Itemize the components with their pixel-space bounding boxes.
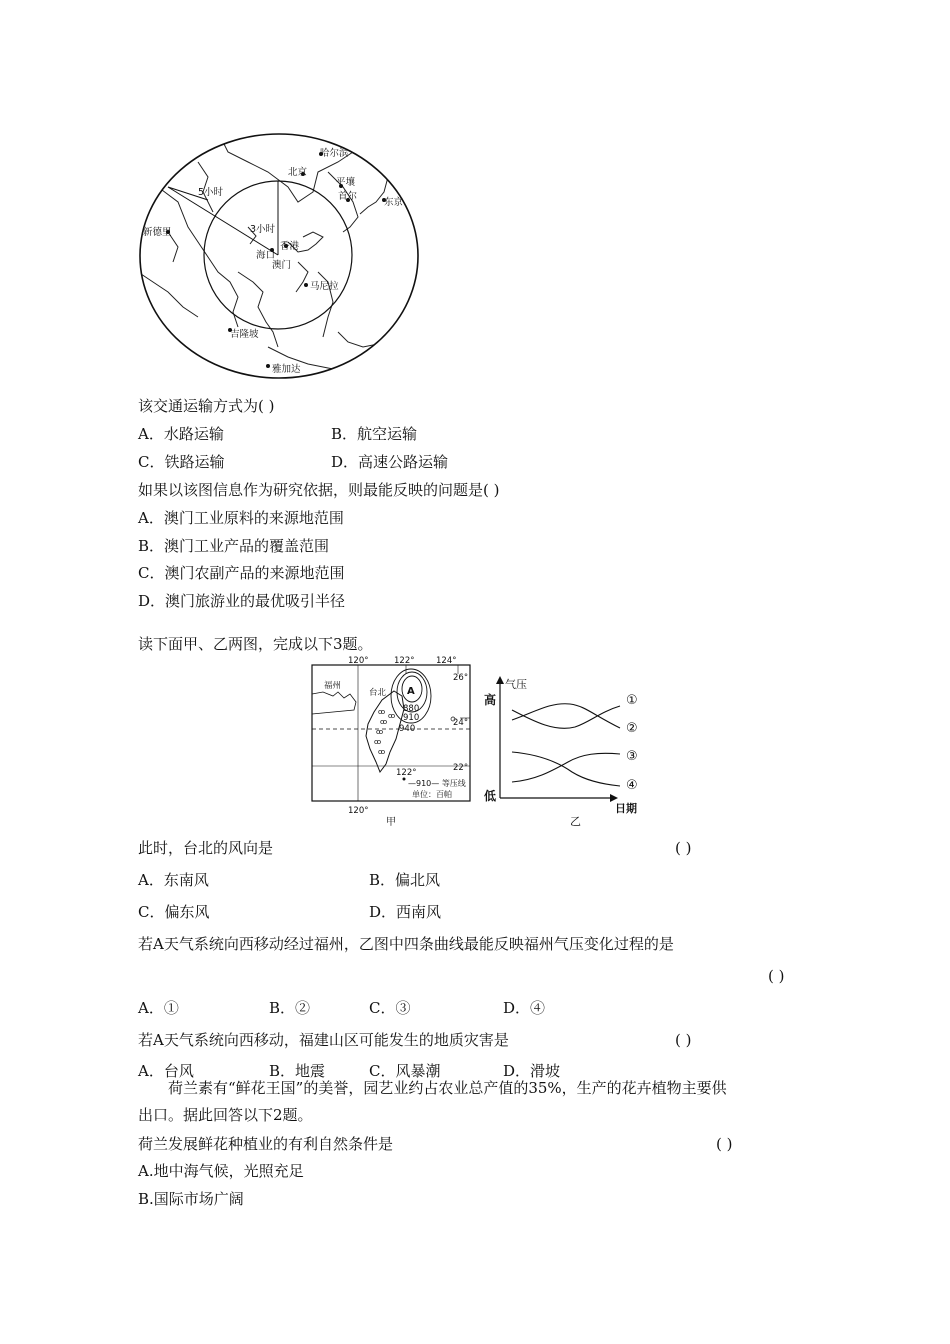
q2-stem: 如果以该图信息作为研究依据，则最能反映的问题是( ) <box>138 481 500 499</box>
q5-option-b: B．地震 <box>269 1062 326 1080</box>
label-harbin: 哈尔滨 <box>320 148 349 159</box>
q4-option-c: C．③ <box>369 999 411 1017</box>
label-haikou: 海口 <box>256 250 276 261</box>
q4-stem: 若A天气系统向西移动经过福州，乙图中四条曲线最能反映福州气压变化过程的是 <box>138 935 674 953</box>
label-new-delhi: 新德里 <box>143 227 172 238</box>
label-seoul: 首尔 <box>338 191 358 202</box>
q1-stem: 该交通运输方式为( ) <box>138 397 275 415</box>
q4-option-a: A．① <box>138 999 179 1017</box>
q5-bracket: ( ) <box>675 1031 692 1049</box>
svg-text:ꝏ: ꝏ <box>388 712 396 720</box>
figure-yi-pressure-chart <box>480 672 650 828</box>
asia-air-transport-map <box>138 132 420 380</box>
svg-text:ꝏ: ꝏ <box>378 708 386 716</box>
jia-legend-unit: 单位：百帕 <box>412 790 452 799</box>
label-macau: 澳门 <box>272 260 292 271</box>
q5-option-a: A．台风 <box>138 1062 194 1080</box>
q4-option-d: D．④ <box>503 999 546 1017</box>
q6-option-b: B.国际市场广阔 <box>138 1190 244 1208</box>
svg-text:ꝏ: ꝏ <box>376 728 384 736</box>
q1-option-a: A．水路运输 <box>138 425 224 443</box>
jia-caption: 甲 <box>386 817 396 828</box>
q2-option-c: C．澳门农副产品的来源地范围 <box>138 564 345 582</box>
q1-option-b: B．航空运输 <box>331 425 418 443</box>
jia-lon-120-top: 120° <box>348 656 369 666</box>
yi-curve-2: ② <box>626 721 638 736</box>
yi-x-label: 日期 <box>615 802 637 815</box>
q3-option-c: C．偏东风 <box>138 903 210 921</box>
q3-option-a: A．东南风 <box>138 871 209 889</box>
q3-bracket: ( ) <box>675 839 692 857</box>
q5-option-d: D．滑坡 <box>503 1062 561 1080</box>
label-hong-kong: 香港 <box>280 241 300 252</box>
section-intro-3-line2: 出口。据此回答以下2题。 <box>138 1106 313 1124</box>
label-manila: 马尼拉 <box>310 281 339 292</box>
yi-y-title: 气压 <box>505 678 527 691</box>
q1-option-d: D．高速公路运输 <box>331 453 449 471</box>
label-pyongyang: 平壤 <box>336 177 356 188</box>
svg-text:ꝏ: ꝏ <box>378 748 386 756</box>
yi-low: 低 <box>484 789 497 803</box>
yi-caption: 乙 <box>570 815 581 828</box>
figure-jia-pressure-map <box>308 654 478 828</box>
jia-center-a: A <box>407 686 415 697</box>
section-intro-2: 读下面甲、乙两图，完成以下3题。 <box>138 635 373 653</box>
q4-bracket: ( ) <box>768 967 785 985</box>
q4-option-b: B．② <box>269 999 311 1017</box>
q1-option-c: C．铁路运输 <box>138 453 225 471</box>
jia-lon-122-bottom: 122° <box>396 768 417 778</box>
q2-option-a: A．澳门工业原料的来源地范围 <box>138 509 344 527</box>
svg-text:ꝏ: ꝏ <box>380 718 388 726</box>
yi-high: 高 <box>484 693 497 707</box>
jia-lat-22: 22° <box>453 763 469 773</box>
label-beijing: 北京 <box>288 167 308 178</box>
jia-lat-26: 26° <box>453 673 469 683</box>
label-jakarta: 雅加达 <box>272 364 301 375</box>
q2-option-d: D．澳门旅游业的最优吸引半径 <box>138 592 346 610</box>
q6-option-a: A.地中海气候，光照充足 <box>138 1162 304 1180</box>
svg-text:ꝏ: ꝏ <box>374 738 382 746</box>
yi-curve-1: ① <box>626 693 638 708</box>
label-three-hours: 3小时 <box>250 224 276 235</box>
q5-stem: 若A天气系统向西移动，福建山区可能发生的地质灾害是 <box>138 1031 509 1049</box>
jia-legend-line: —910— 等压线 <box>408 779 466 788</box>
q6-bracket: ( ) <box>716 1135 733 1153</box>
label-tokyo: 东京 <box>384 197 404 208</box>
yi-curve-4: ④ <box>626 778 638 793</box>
yi-curve-3: ③ <box>626 749 638 764</box>
label-five-hours: 5小时 <box>198 187 224 198</box>
q3-option-b: B．偏北风 <box>369 871 441 889</box>
q3-option-d: D．西南风 <box>369 903 442 921</box>
jia-lon-120-bottom: 120° <box>348 806 369 816</box>
jia-iso-910: 910 <box>403 713 420 723</box>
jia-iso-940: 940 <box>399 724 416 734</box>
q5-option-c: C．风暴潮 <box>369 1062 441 1080</box>
q3-stem: 此时，台北的风向是 <box>138 839 274 857</box>
jia-label-fuzhou: 福州 <box>324 681 342 691</box>
jia-lat-24: 24° <box>453 718 469 728</box>
label-kuala-lumpur: 吉隆坡 <box>230 329 259 340</box>
q2-option-b: B．澳门工业产品的覆盖范围 <box>138 537 330 555</box>
section-intro-3-line1: 荷兰素有“鲜花王国”的美誉，园艺业约占农业总产值的35%，生产的花卉植物主要供 <box>168 1079 727 1097</box>
jia-lon-122-top: 122° <box>394 656 415 666</box>
jia-iso-880: 880 <box>403 704 420 714</box>
jia-lon-124-top: 124° <box>436 656 457 666</box>
jia-label-taipei: 台北 <box>369 688 387 698</box>
q6-stem: 荷兰发展鲜花种植业的有利自然条件是 <box>138 1135 394 1153</box>
